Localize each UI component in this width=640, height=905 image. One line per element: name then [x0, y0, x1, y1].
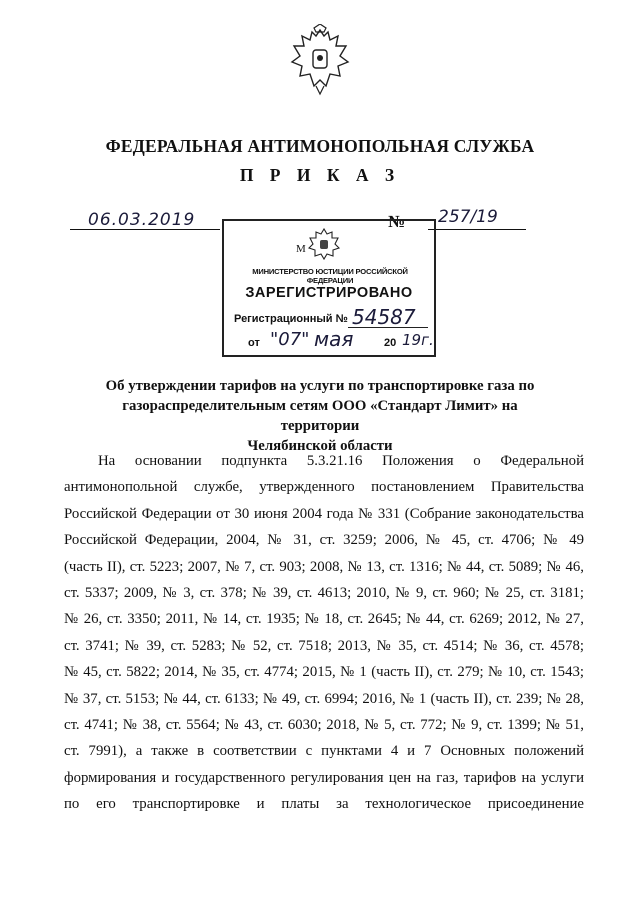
body-line: ст. 7991), а также в соответствии с пунктами 4 и 7 Основных положений	[64, 743, 584, 760]
russian-coat-of-arms-icon	[286, 24, 354, 96]
stamp-month: мая	[314, 327, 354, 351]
body-line: по его транспортировке и платы за технологическое присоединение	[64, 796, 584, 813]
registration-stamp	[222, 219, 436, 357]
stamp-reg-underline	[348, 327, 428, 328]
agency-name: ФЕДЕРАЛЬНАЯ АНТИМОНОПОЛЬНАЯ СЛУЖБА	[105, 136, 535, 156]
stamp-year: 19г.	[402, 331, 434, 349]
stamp-year-label: 20	[384, 337, 397, 349]
body-line: На основании подпункта 5.3.21.16 Положения о Федеральной	[98, 453, 584, 469]
body-line: ст. 5337; 2009, № 3, ст. 378; № 39, ст. 4613; 2010, № 9, ст. 960; № 25, ст. 3181;	[64, 584, 584, 601]
stamp-registered: ЗАРЕГИСТРИРОВАНО	[245, 285, 413, 301]
body-line: формирования и государственного регулирования цен на газ, тарифов на услуги	[64, 769, 584, 786]
body-line: № 37, ст. 5153; № 44, ст. 6133; № 49, ст. 6994; 2016, № 1 (часть II), ст. 239; № 28,	[64, 690, 584, 707]
stamp-reg-label: Регистрационный №	[234, 313, 348, 325]
body-line: антимонопольной службе, утвержденного постановлением Правительства	[64, 479, 584, 496]
order-number-label: №	[388, 212, 406, 231]
title-line: газораспределительным сетям ООО «Стандарт Лимит» на территории	[122, 398, 518, 434]
body-line: Российской Федерации, 2004, № 31, ст. 3259; 2006, № 45, ст. 4706; № 49	[64, 532, 584, 549]
number-underline	[428, 229, 526, 230]
body-line: № 45, ст. 5822; 2014, № 35, ст. 4774; 2015, № 1 (часть II), ст. 279; № 10, ст. 1543;	[64, 664, 584, 681]
stamp-day: "07"	[270, 329, 310, 350]
stamp-from-label: от	[248, 337, 260, 349]
title-line: Челябинской области	[247, 438, 393, 454]
body-line: ст. 4741; № 38, ст. 5564; № 43, ст. 6030; 2018, № 5, ст. 772; № 9, ст. 1399; № 51,	[64, 716, 584, 733]
body-line: ст. 3741; № 39, ст. 5283; № 52, ст. 7518; 2013, № 35, ст. 4514; № 36, ст. 4578;	[64, 637, 584, 654]
stamp-reg-number: 54587	[352, 305, 416, 329]
document-title	[90, 376, 550, 456]
body-line: (часть II), ст. 5223; 2007, № 7, ст. 903; 2008, № 13, ст. 1316; № 44, ст. 5089; № 46,	[64, 558, 584, 575]
body-line: Российской Федерации от 30 июня 2004 года № 331 (Собрание законодательства	[64, 505, 584, 522]
body-line: № 26, ст. 3350; 2011, № 14, ст. 1935; № 18, ст. 2645; № 44, ст. 6269; 2012, № 27,	[64, 611, 584, 628]
title-line: Об утверждении тарифов на услуги по транспортировке газа по	[105, 378, 535, 394]
stamp-m-mark: М	[296, 243, 306, 255]
order-number: 257/19	[438, 207, 498, 227]
stamp-emblem-icon	[306, 227, 342, 261]
order-date: 06.03.2019	[88, 210, 196, 230]
body-text	[64, 448, 584, 817]
stamp-ministry: МИНИСТЕРСТВО ЮСТИЦИИ РОССИЙСКОЙ ФЕДЕРАЦИИ	[252, 267, 408, 285]
document-type: П Р И К А З	[239, 165, 401, 185]
